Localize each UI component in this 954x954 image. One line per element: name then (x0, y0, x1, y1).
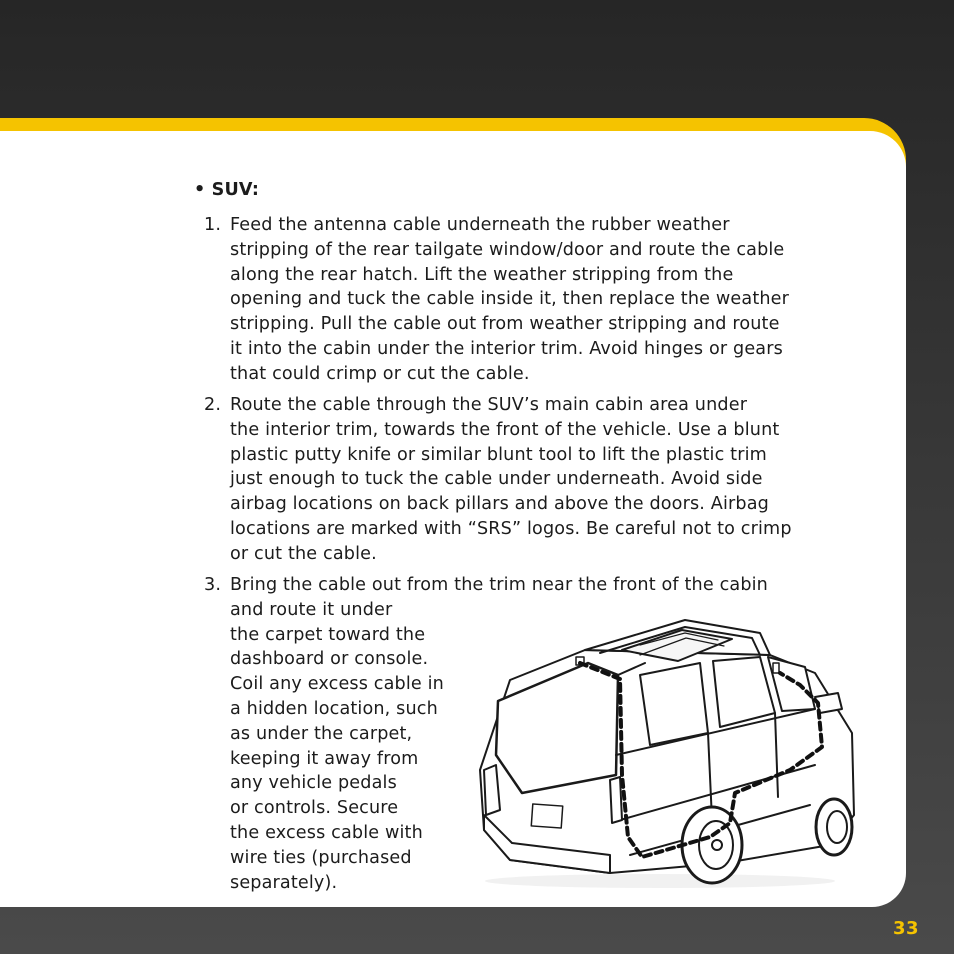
section-heading: • SUV: (194, 180, 260, 200)
step-line: or cut the cable. (230, 543, 377, 564)
step-line: stripping of the rear tailgate window/door and route the cable (230, 239, 785, 260)
step-line: keeping it away from (230, 748, 419, 769)
step-line: or controls. Secure (230, 798, 399, 819)
step-line: Route the cable through the SUV’s main cabin area under (230, 395, 748, 415)
step-line: opening and tuck the cable inside it, then replace the weather (230, 289, 790, 310)
page-number: 33 (893, 918, 920, 939)
step-line: Coil any excess cable in (230, 674, 444, 695)
step-line: Bring the cable out from the trim near the front of the cabin (230, 575, 768, 595)
step-line: as under the carpet, (230, 723, 413, 744)
step-number: 1. (204, 215, 222, 235)
page-panel (0, 131, 906, 907)
step-line: just enough to tuck the cable under underneath. Avoid side (230, 469, 763, 490)
instructions (0, 131, 906, 907)
step-line: that could crimp or cut the cable. (230, 363, 530, 384)
step-line: dashboard or console. (230, 649, 429, 670)
step-2 (204, 393, 870, 567)
step-line: any vehicle pedals (230, 773, 397, 794)
step-line: stripping. Pull the cable out from weather stripping and route (230, 314, 780, 335)
step-line: the interior trim, towards the front of the vehicle. Use a blunt (230, 419, 780, 440)
step-line: the excess cable with (230, 822, 423, 843)
step-1 (204, 213, 870, 387)
step-line: the carpet toward the (230, 624, 426, 645)
step-number: 3. (204, 575, 222, 595)
step-line: and route it under (230, 599, 393, 620)
step-line: plastic putty knife or similar blunt tool to lift the plastic trim (230, 444, 767, 465)
suv-cable-route-illustration (470, 605, 862, 893)
step-line: airbag locations on back pillars and above the doors. Airbag (230, 494, 769, 515)
step-line: separately). (230, 872, 338, 893)
step-line: a hidden location, such (230, 698, 438, 719)
step-number: 2. (204, 395, 222, 415)
step-line: it into the cabin under the interior trim. Avoid hinges or gears (230, 338, 783, 359)
step-line: Feed the antenna cable underneath the rubber weather (230, 215, 730, 235)
step-line: locations are marked with “SRS” logos. Be careful not to crimp (230, 518, 792, 539)
step-line: along the rear hatch. Lift the weather stripping from the (230, 264, 734, 285)
step-line: wire ties (purchased (230, 847, 412, 868)
